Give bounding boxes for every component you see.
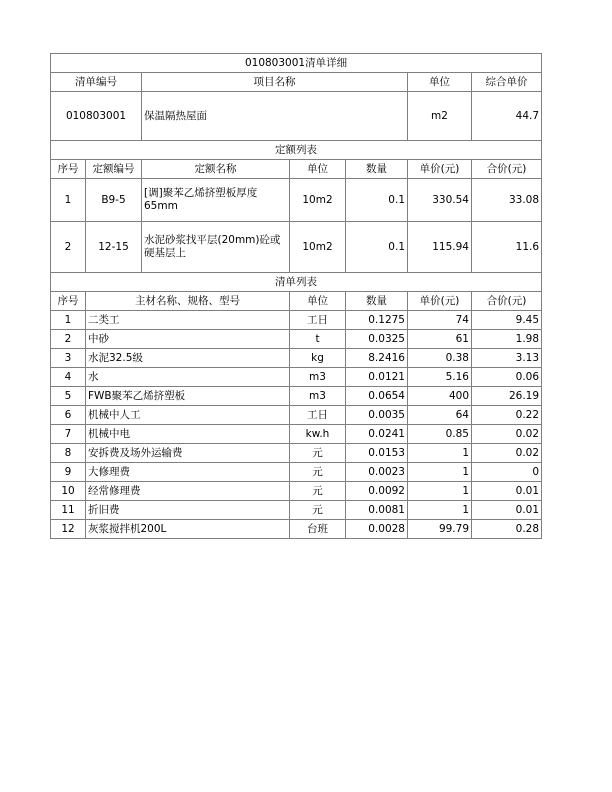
material-total: 1.98 <box>472 330 542 349</box>
quota-name-header: 定额名称 <box>142 160 290 179</box>
list-item-unit: m2 <box>408 92 472 141</box>
quota-name: 水泥砂浆找平层(20mm)砼或硬基层上 <box>142 222 290 273</box>
material-total: 0.01 <box>472 482 542 501</box>
material-unit-price: 400 <box>408 387 472 406</box>
material-seq: 4 <box>51 368 86 387</box>
list-item-name: 保温隔热屋面 <box>142 92 408 141</box>
material-seq: 11 <box>51 501 86 520</box>
material-row <box>51 425 542 444</box>
material-name-header: 主材名称、规格、型号 <box>86 292 290 311</box>
material-header-row <box>51 292 542 311</box>
quota-unit-header: 单位 <box>290 160 346 179</box>
quota-code: B9-5 <box>86 179 142 222</box>
quota-row <box>51 179 542 222</box>
material-unit-price: 61 <box>408 330 472 349</box>
quota-section-title: 定额列表 <box>51 141 542 160</box>
list-unit-header: 单位 <box>408 73 472 92</box>
quota-header-row <box>51 160 542 179</box>
material-name: 折旧费 <box>86 501 290 520</box>
material-total: 0.01 <box>472 501 542 520</box>
material-row <box>51 482 542 501</box>
material-unit: 台班 <box>290 520 346 539</box>
material-row <box>51 520 542 539</box>
title-row <box>51 54 542 73</box>
material-name: 经常修理费 <box>86 482 290 501</box>
material-unit: 元 <box>290 463 346 482</box>
material-qty: 0.0023 <box>346 463 408 482</box>
material-total: 9.45 <box>472 311 542 330</box>
material-name: 水 <box>86 368 290 387</box>
material-name: 灰浆搅拌机200L <box>86 520 290 539</box>
material-qty: 0.0325 <box>346 330 408 349</box>
material-name: 机械中人工 <box>86 406 290 425</box>
material-unit-price: 1 <box>408 501 472 520</box>
material-total: 0 <box>472 463 542 482</box>
material-qty: 0.0081 <box>346 501 408 520</box>
material-unit-price: 99.79 <box>408 520 472 539</box>
material-seq: 9 <box>51 463 86 482</box>
material-qty-header: 数量 <box>346 292 408 311</box>
material-name: 中砂 <box>86 330 290 349</box>
material-row <box>51 463 542 482</box>
material-unit-price: 1 <box>408 482 472 501</box>
quota-seq: 2 <box>51 222 86 273</box>
quota-unit-price-header: 单价(元) <box>408 160 472 179</box>
material-unit: 元 <box>290 482 346 501</box>
material-seq: 12 <box>51 520 86 539</box>
material-row <box>51 311 542 330</box>
quota-total-header: 合价(元) <box>472 160 542 179</box>
material-unit-header: 单位 <box>290 292 346 311</box>
material-total: 0.22 <box>472 406 542 425</box>
material-unit-price: 64 <box>408 406 472 425</box>
list-price-header: 综合单价 <box>472 73 542 92</box>
material-row <box>51 349 542 368</box>
quota-total: 11.6 <box>472 222 542 273</box>
material-qty: 0.0028 <box>346 520 408 539</box>
material-qty: 8.2416 <box>346 349 408 368</box>
material-row <box>51 406 542 425</box>
material-qty: 0.0654 <box>346 387 408 406</box>
material-total: 26.19 <box>472 387 542 406</box>
material-seq: 8 <box>51 444 86 463</box>
quota-unit: 10m2 <box>290 222 346 273</box>
material-seq: 2 <box>51 330 86 349</box>
material-unit: kg <box>290 349 346 368</box>
quota-name: [调]聚苯乙烯挤塑板厚度65mm <box>142 179 290 222</box>
table-title: 010803001清单详细 <box>51 54 542 73</box>
material-total-header: 合价(元) <box>472 292 542 311</box>
quota-unit: 10m2 <box>290 179 346 222</box>
quota-qty-header: 数量 <box>346 160 408 179</box>
material-total: 0.02 <box>472 425 542 444</box>
quota-code: 12-15 <box>86 222 142 273</box>
material-unit: m3 <box>290 368 346 387</box>
material-seq: 10 <box>51 482 86 501</box>
material-qty: 0.1275 <box>346 311 408 330</box>
quota-seq: 1 <box>51 179 86 222</box>
quota-total: 33.08 <box>472 179 542 222</box>
material-seq: 3 <box>51 349 86 368</box>
material-section-title: 清单列表 <box>51 273 542 292</box>
quota-qty: 0.1 <box>346 179 408 222</box>
material-name: 水泥32.5级 <box>86 349 290 368</box>
quota-unit-price: 330.54 <box>408 179 472 222</box>
material-qty: 0.0035 <box>346 406 408 425</box>
material-seq: 7 <box>51 425 86 444</box>
quota-seq-header: 序号 <box>51 160 86 179</box>
material-seq: 1 <box>51 311 86 330</box>
material-section-row <box>51 273 542 292</box>
material-seq: 6 <box>51 406 86 425</box>
list-item-price: 44.7 <box>472 92 542 141</box>
material-unit: kw.h <box>290 425 346 444</box>
material-total: 0.28 <box>472 520 542 539</box>
material-unit: t <box>290 330 346 349</box>
material-unit: m3 <box>290 387 346 406</box>
material-name: 二类工 <box>86 311 290 330</box>
material-rows <box>51 311 542 539</box>
material-qty: 0.0153 <box>346 444 408 463</box>
quota-section-row <box>51 141 542 160</box>
material-unit-price-header: 单价(元) <box>408 292 472 311</box>
list-item-code: 010803001 <box>51 92 142 141</box>
material-seq-header: 序号 <box>51 292 86 311</box>
list-header-row <box>51 73 542 92</box>
material-unit: 工日 <box>290 311 346 330</box>
material-row <box>51 387 542 406</box>
material-unit: 工日 <box>290 406 346 425</box>
material-name: FWB聚苯乙烯挤塑板 <box>86 387 290 406</box>
material-unit: 元 <box>290 444 346 463</box>
material-row <box>51 444 542 463</box>
material-unit-price: 5.16 <box>408 368 472 387</box>
material-unit-price: 0.85 <box>408 425 472 444</box>
material-unit-price: 1 <box>408 444 472 463</box>
material-name: 大修理费 <box>86 463 290 482</box>
material-unit-price: 74 <box>408 311 472 330</box>
material-row <box>51 330 542 349</box>
item-name-header: 项目名称 <box>142 73 408 92</box>
material-qty: 0.0241 <box>346 425 408 444</box>
material-unit-price: 1 <box>408 463 472 482</box>
bill-detail-table <box>50 53 542 539</box>
quota-row <box>51 222 542 273</box>
material-row <box>51 501 542 520</box>
material-row <box>51 368 542 387</box>
quota-code-header: 定额编号 <box>86 160 142 179</box>
quota-qty: 0.1 <box>346 222 408 273</box>
material-qty: 0.0092 <box>346 482 408 501</box>
material-name: 安拆费及场外运输费 <box>86 444 290 463</box>
material-total: 0.02 <box>472 444 542 463</box>
quota-unit-price: 115.94 <box>408 222 472 273</box>
material-total: 3.13 <box>472 349 542 368</box>
material-name: 机械中电 <box>86 425 290 444</box>
list-item-row <box>51 92 542 141</box>
material-qty: 0.0121 <box>346 368 408 387</box>
material-unit-price: 0.38 <box>408 349 472 368</box>
material-seq: 5 <box>51 387 86 406</box>
material-unit: 元 <box>290 501 346 520</box>
material-total: 0.06 <box>472 368 542 387</box>
list-code-header: 清单编号 <box>51 73 142 92</box>
